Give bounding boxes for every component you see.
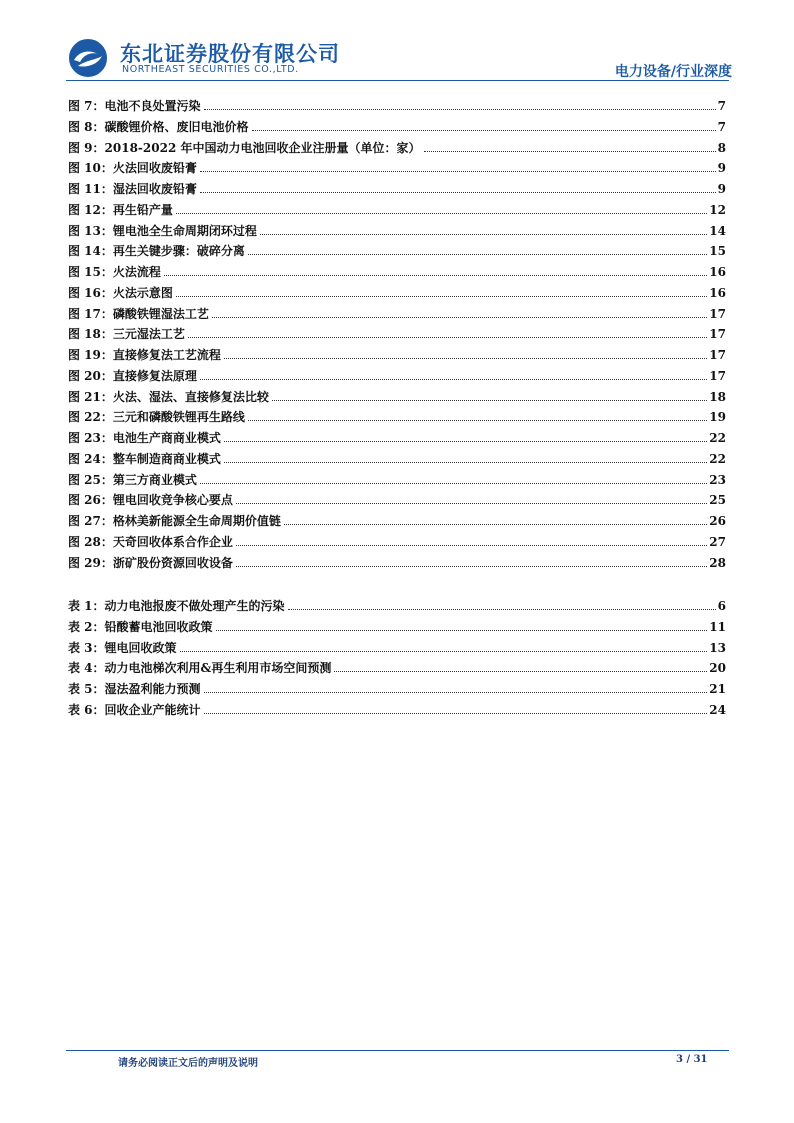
figure-entry[interactable] bbox=[68, 280, 726, 300]
figure-entry-label: 图 24：整车制造商商业模式 bbox=[68, 451, 221, 466]
dot-leader bbox=[236, 545, 707, 546]
figure-entry[interactable] bbox=[68, 301, 726, 321]
dot-leader bbox=[200, 171, 716, 172]
company-name-en: NORTHEAST SECURITIES CO.,LTD. bbox=[122, 64, 299, 75]
figure-entry-label: 图 17：磷酸铁锂湿法工艺 bbox=[68, 306, 209, 321]
dot-leader bbox=[204, 109, 716, 110]
dot-leader bbox=[188, 337, 707, 338]
figure-entry-label: 图 14：再生关键步骤：破碎分离 bbox=[68, 244, 245, 259]
figure-entry-label: 图 25：第三方商业模式 bbox=[68, 472, 197, 487]
dot-leader bbox=[224, 462, 707, 463]
figure-entry[interactable] bbox=[68, 135, 726, 155]
figure-entry[interactable] bbox=[68, 446, 726, 466]
figure-entry-page: 22 bbox=[709, 431, 726, 445]
figure-entry[interactable] bbox=[68, 259, 726, 279]
figure-entry-label: 图 23：电池生产商商业模式 bbox=[68, 431, 221, 445]
figure-entry-label: 图 20：直接修复法原理 bbox=[68, 368, 197, 383]
footer-divider bbox=[66, 1050, 729, 1051]
figure-entry-page: 19 bbox=[709, 410, 726, 425]
dot-leader bbox=[288, 609, 716, 610]
figure-entry-page: 9 bbox=[717, 182, 726, 196]
figure-entry[interactable] bbox=[68, 321, 726, 341]
figure-entry-label: 图 9：2018-2022 年中国动力电池回收企业注册量（单位：家） bbox=[68, 140, 421, 155]
figure-entry-page: 28 bbox=[709, 555, 726, 570]
table-entry[interactable] bbox=[68, 593, 726, 613]
table-entry[interactable] bbox=[68, 655, 726, 675]
dot-leader bbox=[284, 524, 707, 525]
dot-leader bbox=[224, 441, 707, 442]
figure-entry[interactable] bbox=[68, 238, 726, 258]
figure-entry[interactable] bbox=[68, 342, 726, 362]
figure-entry-page: 16 bbox=[709, 265, 726, 279]
figure-entry-page: 14 bbox=[709, 223, 726, 238]
figure-entry[interactable] bbox=[68, 197, 726, 217]
figure-entry-page: 17 bbox=[709, 368, 726, 383]
figure-entry-label: 图 28：天奇回收体系合作企业 bbox=[68, 534, 233, 549]
company-name-cn: 东北证券股份有限公司 bbox=[120, 42, 340, 66]
dot-leader bbox=[200, 379, 707, 380]
figure-entry[interactable] bbox=[68, 487, 726, 507]
table-entry-page: 6 bbox=[717, 599, 726, 613]
dot-leader bbox=[180, 651, 708, 652]
dot-leader bbox=[204, 692, 708, 693]
dot-leader bbox=[248, 254, 707, 255]
figure-entry[interactable] bbox=[68, 218, 726, 238]
figure-entry[interactable] bbox=[68, 550, 726, 570]
dot-leader bbox=[216, 630, 708, 631]
figure-entry-page: 12 bbox=[709, 202, 726, 217]
figure-entry-page: 7 bbox=[717, 99, 726, 113]
figure-entry-label: 图 16：火法示意图 bbox=[68, 285, 173, 300]
dot-leader bbox=[272, 400, 707, 401]
figure-entry-label: 图 15：火法流程 bbox=[68, 265, 161, 279]
figure-entry-label: 图 18：三元湿法工艺 bbox=[68, 327, 185, 342]
dot-leader bbox=[200, 192, 716, 193]
dot-leader bbox=[334, 671, 707, 672]
dot-leader bbox=[176, 296, 707, 297]
figure-entry[interactable] bbox=[68, 425, 726, 445]
table-entry-label: 表 4：动力电池梯次利用&再生利用市场空间预测 bbox=[68, 661, 332, 676]
figure-entry-page: 17 bbox=[709, 327, 726, 342]
header-divider bbox=[66, 80, 729, 81]
figure-entry-label: 图 8：碳酸锂价格、废旧电池价格 bbox=[68, 119, 249, 134]
northeast-securities-logo-icon bbox=[68, 38, 108, 78]
figure-entry-label: 图 22：三元和磷酸铁锂再生路线 bbox=[68, 410, 245, 425]
figure-entry-label: 图 12：再生铅产量 bbox=[68, 202, 173, 217]
figure-entry[interactable] bbox=[68, 363, 726, 383]
figure-entry[interactable] bbox=[68, 508, 726, 528]
figure-entry[interactable] bbox=[68, 384, 726, 404]
figure-entry-page: 9 bbox=[717, 161, 726, 176]
table-entry-label: 表 2：铅酸蓄电池回收政策 bbox=[68, 619, 213, 634]
figure-entry-page: 7 bbox=[717, 119, 726, 134]
dot-leader bbox=[236, 566, 707, 567]
table-entry[interactable] bbox=[68, 614, 726, 634]
figure-entry[interactable] bbox=[68, 114, 726, 134]
dot-leader bbox=[424, 151, 716, 152]
figure-entry-label: 图 21：火法、湿法、直接修复法比较 bbox=[68, 389, 269, 404]
dot-leader bbox=[252, 130, 716, 131]
dot-leader bbox=[200, 483, 707, 484]
figure-entry-label: 图 13：锂电池全生命周期闭环过程 bbox=[68, 223, 257, 238]
report-section-title: 电力设备/行业深度 bbox=[614, 64, 732, 80]
table-entry[interactable] bbox=[68, 635, 726, 655]
page-header bbox=[0, 0, 794, 90]
dot-leader bbox=[204, 713, 708, 714]
figure-entry[interactable] bbox=[68, 93, 726, 113]
table-entry-label: 表 6：回收企业产能统计 bbox=[68, 702, 201, 717]
dot-leader bbox=[236, 503, 707, 504]
dot-leader bbox=[260, 234, 707, 235]
figure-entry-label: 图 29：浙矿股份资源回收设备 bbox=[68, 555, 233, 570]
table-entry-page: 20 bbox=[709, 661, 726, 676]
figure-entry-label: 图 19：直接修复法工艺流程 bbox=[68, 348, 221, 362]
dot-leader bbox=[248, 420, 707, 421]
figure-entry-page: 26 bbox=[709, 514, 726, 528]
figure-entry-label: 图 10：火法回收废铅膏 bbox=[68, 161, 197, 176]
figure-entry-label: 图 26：锂电回收竞争核心要点 bbox=[68, 493, 233, 508]
figure-entry[interactable] bbox=[68, 529, 726, 549]
table-entry-page: 11 bbox=[709, 619, 726, 634]
figure-entry[interactable] bbox=[68, 176, 726, 196]
dot-leader bbox=[176, 213, 707, 214]
figure-entry-label: 图 11：湿法回收废铅膏 bbox=[68, 182, 197, 196]
figure-entry-page: 17 bbox=[709, 348, 726, 362]
figure-entry-page: 18 bbox=[709, 389, 726, 404]
figure-entry[interactable] bbox=[68, 404, 726, 424]
figure-entry-label: 图 27：格林美新能源全生命周期价值链 bbox=[68, 514, 281, 528]
dot-leader bbox=[224, 358, 707, 359]
table-entry-page: 13 bbox=[709, 640, 726, 655]
table-entry[interactable] bbox=[68, 676, 726, 696]
table-entry[interactable] bbox=[68, 697, 726, 717]
table-entry-page: 21 bbox=[709, 682, 726, 696]
dot-leader bbox=[212, 317, 707, 318]
figure-entry-page: 15 bbox=[709, 244, 726, 259]
figure-entry-page: 27 bbox=[709, 534, 726, 549]
dot-leader bbox=[164, 275, 707, 276]
figure-entry-page: 8 bbox=[717, 140, 726, 155]
figure-entry-page: 22 bbox=[709, 451, 726, 466]
figure-entry[interactable] bbox=[68, 467, 726, 487]
page-number: 3 / 31 bbox=[676, 1054, 708, 1065]
figure-entry-page: 23 bbox=[709, 472, 726, 487]
table-entry-label: 表 3：锂电回收政策 bbox=[68, 640, 177, 655]
figure-entry-page: 17 bbox=[709, 306, 726, 321]
table-entry-label: 表 1：动力电池报废不做处理产生的污染 bbox=[68, 599, 285, 613]
disclaimer-note: 请务必阅读正文后的声明及说明 bbox=[118, 1058, 258, 1069]
table-entry-page: 24 bbox=[709, 702, 726, 717]
figure-entry-label: 图 7：电池不良处置污染 bbox=[68, 99, 201, 113]
figure-entry[interactable] bbox=[68, 155, 726, 175]
figure-entry-page: 25 bbox=[709, 493, 726, 508]
figure-entry-page: 16 bbox=[709, 285, 726, 300]
table-entry-label: 表 5：湿法盈利能力预测 bbox=[68, 682, 201, 696]
